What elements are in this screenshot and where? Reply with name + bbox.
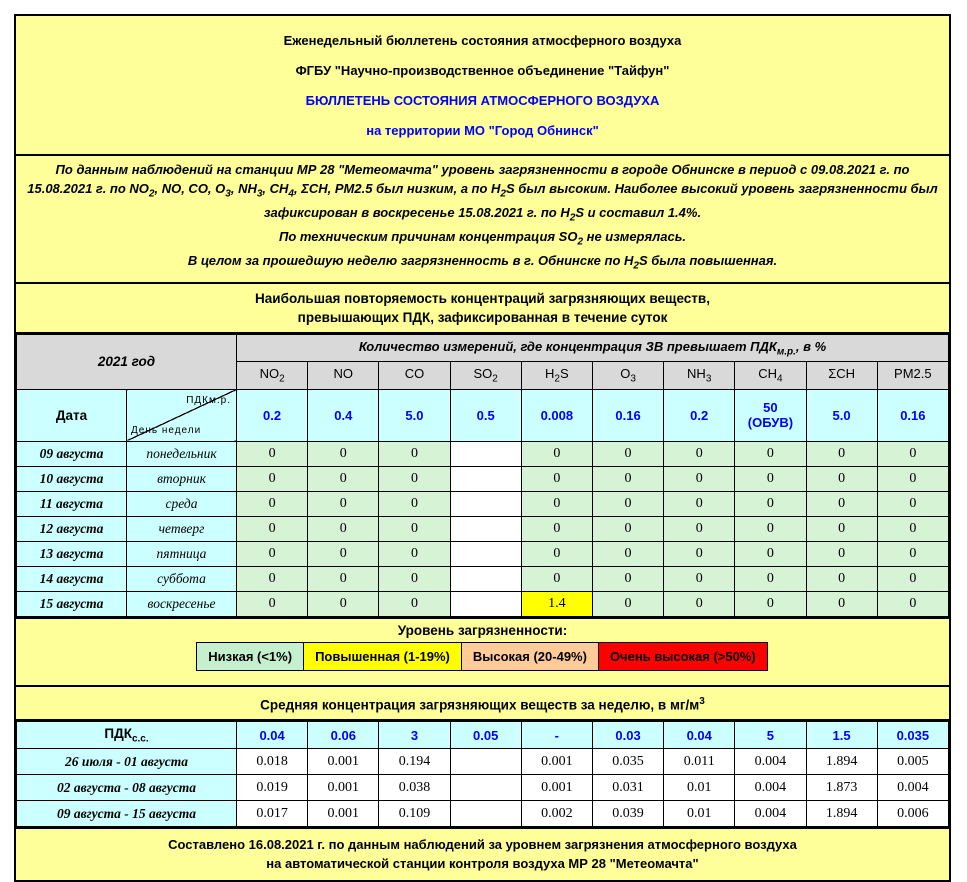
period-cell: 26 июля - 01 августа xyxy=(17,749,237,775)
avg-cell-empty xyxy=(450,749,521,775)
avg-cell: 0.001 xyxy=(521,749,592,775)
measurement-cell: 0 xyxy=(735,591,806,616)
legend-item-low: Низкая (<1%) xyxy=(196,642,304,671)
pdk-value-cell: 5.0 xyxy=(379,389,450,441)
footer-line-1: Составлено 16.08.2021 г. по данным наблюдений за уровнем загрязнения атмосферного воздуха xyxy=(168,837,797,853)
pollutant-h2s: $H_2S$ xyxy=(521,361,592,389)
avg-cell: 1.894 xyxy=(806,801,877,827)
measurement-cell: 0 xyxy=(806,516,877,541)
measurement-cell: 0 xyxy=(592,566,663,591)
avg-cell: 0.038 xyxy=(379,775,450,801)
avg-cell: 0.017 xyxy=(237,801,308,827)
summary-h2s-note: В целом за прошедшую неделю загрязненность в г. Обнинске по $H_2S$ была повышенная. xyxy=(187,252,778,272)
measurement-cell: 0 xyxy=(237,541,308,566)
pollution-level-legend xyxy=(14,617,951,687)
measurement-cell: 0 xyxy=(308,491,379,516)
pdk-value-cell: 5.0 xyxy=(806,389,877,441)
measurement-cell: 0 xyxy=(308,441,379,466)
measurement-cell-empty xyxy=(450,541,521,566)
pollutant-ch4: $CH_4$ xyxy=(735,361,806,389)
legend-item-very-high: Очень высокая (>50%) xyxy=(598,642,768,671)
avg-cell: 1.894 xyxy=(806,749,877,775)
pdk-ss-row xyxy=(17,722,949,749)
period-cell: 02 августа - 08 августа xyxy=(17,775,237,801)
measurement-cell: 0 xyxy=(664,516,735,541)
avg-cell: 0.001 xyxy=(308,775,379,801)
corner-pdk-label: ПДКм.р. xyxy=(186,394,231,406)
avg-cell: 0.194 xyxy=(379,749,450,775)
measurement-cell-empty xyxy=(450,516,521,541)
period-cell: 09 августа - 15 августа xyxy=(17,801,237,827)
avg-cell: 0.002 xyxy=(521,801,592,827)
measurement-cell: 0 xyxy=(379,591,450,616)
table-row-wednesday xyxy=(17,491,949,516)
average-section-title: Средняя концентрация загрязняющих веществ за неделю, в $мг/м^3$ xyxy=(14,685,951,722)
measurement-cell: 0 xyxy=(735,566,806,591)
pollutant-o3: $O_3$ xyxy=(592,361,663,389)
pdk-value-cell: 0.16 xyxy=(592,389,663,441)
weekday-cell: пятница xyxy=(127,541,237,566)
measurement-cell: 0 xyxy=(237,566,308,591)
exceedance-table xyxy=(16,334,949,617)
pdk-ss-value-cell: 0.04 xyxy=(664,722,735,749)
pollutant-pm25: PM2.5 xyxy=(877,361,948,389)
measurement-cell: 0 xyxy=(379,566,450,591)
pdk-value-cell: 0.4 xyxy=(308,389,379,441)
pdk-value-cell: 0.16 xyxy=(877,389,948,441)
measurement-cell: 0 xyxy=(735,441,806,466)
pollutant-no2: $NO_2$ xyxy=(237,361,308,389)
measurement-cell: 0 xyxy=(237,591,308,616)
avg-cell: 0.004 xyxy=(735,749,806,775)
measurement-cell: 0 xyxy=(806,566,877,591)
weekday-cell: воскресенье xyxy=(127,591,237,616)
pdk-value-cell: 0.008 xyxy=(521,389,592,441)
measurement-cell: 0 xyxy=(308,591,379,616)
table-row-saturday xyxy=(17,566,949,591)
avg-cell: 0.004 xyxy=(877,775,948,801)
average-table xyxy=(16,721,949,827)
pdk-value-cell: 0.5 xyxy=(450,389,521,441)
measurement-cell: 0 xyxy=(521,466,592,491)
measurement-cell: 0 xyxy=(664,491,735,516)
measurement-cell: 0 xyxy=(237,516,308,541)
avg-cell: 0.039 xyxy=(592,801,663,827)
measurement-cell: 0 xyxy=(735,541,806,566)
measurement-cell: 0 xyxy=(592,591,663,616)
date-cell: 10 августа xyxy=(17,466,127,491)
bulletin-page xyxy=(14,14,951,882)
avg-cell: 0.031 xyxy=(592,775,663,801)
measurement-cell: 0 xyxy=(592,466,663,491)
measurement-cell: 0 xyxy=(735,516,806,541)
avg-cell: 0.019 xyxy=(237,775,308,801)
avg-cell: 0.01 xyxy=(664,775,735,801)
measurement-cell: 0 xyxy=(877,466,948,491)
measurement-cell-empty xyxy=(450,591,521,616)
measurement-cell: 0 xyxy=(664,441,735,466)
avg-cell-empty xyxy=(450,775,521,801)
table-row-tuesday xyxy=(17,466,949,491)
measurement-cell: 0 xyxy=(592,541,663,566)
measurement-cell: 0 xyxy=(806,591,877,616)
date-column-header: Дата xyxy=(17,389,127,441)
measurement-cell: 0 xyxy=(237,441,308,466)
bulletin-title: БЮЛЛЕТЕНЬ СОСТОЯНИЯ АТМОСФЕРНОГО ВОЗДУХА xyxy=(305,93,660,108)
avg-cell: 0.011 xyxy=(664,749,735,775)
measurement-cell: 0 xyxy=(877,491,948,516)
weekday-cell: суббота xyxy=(127,566,237,591)
measurement-cell: 0 xyxy=(521,516,592,541)
measurement-cell-empty xyxy=(450,566,521,591)
measurement-cell: 0 xyxy=(379,466,450,491)
pollutant-nh3: $NH_3$ xyxy=(664,361,735,389)
avg-cell: 0.109 xyxy=(379,801,450,827)
measurement-cell: 0 xyxy=(735,491,806,516)
avg-cell: 0.005 xyxy=(877,749,948,775)
measurement-cell: 0 xyxy=(308,516,379,541)
date-cell: 09 августа xyxy=(17,441,127,466)
avg-cell: 0.006 xyxy=(877,801,948,827)
pdk-row xyxy=(17,389,949,441)
pdk-ss-value-cell: 3 xyxy=(379,722,450,749)
measurement-cell: 0 xyxy=(806,541,877,566)
legend-row xyxy=(16,642,949,671)
measurement-cell: 0 xyxy=(308,566,379,591)
measurement-cell: 0 xyxy=(877,591,948,616)
table-row-week2 xyxy=(17,775,949,801)
legend-title: Уровень загрязненности: xyxy=(397,622,568,638)
year-cell: 2021 год xyxy=(17,334,237,389)
measurement-cell: 0 xyxy=(521,566,592,591)
table-row-week3 xyxy=(17,801,949,827)
exceedance-table-wrap xyxy=(14,332,951,619)
bulletin-territory: на территории МО "Город Обнинск" xyxy=(366,123,599,138)
table-row-friday xyxy=(17,541,949,566)
measurement-cell: 0 xyxy=(877,516,948,541)
measurement-cell: 0 xyxy=(806,491,877,516)
measurement-cell: 0 xyxy=(735,466,806,491)
pollutant-sch: ΣCH xyxy=(806,361,877,389)
measurement-cell-highlighted: 1.4 xyxy=(521,591,592,616)
pdk-ss-value-cell: 0.03 xyxy=(592,722,663,749)
measurement-cell: 0 xyxy=(664,591,735,616)
legend-item-elevated: Повышенная (1-19%) xyxy=(303,642,462,671)
corner-weekday-label: День недели xyxy=(131,424,202,436)
measurement-cell-empty xyxy=(450,491,521,516)
measurement-cell: 0 xyxy=(521,541,592,566)
pdk-value-cell: 0.2 xyxy=(237,389,308,441)
date-cell: 12 августа xyxy=(17,516,127,541)
corner-cell xyxy=(127,389,237,441)
pdk-ss-value-cell: 1.5 xyxy=(806,722,877,749)
measurement-cell: 0 xyxy=(664,566,735,591)
summary-paragraph xyxy=(14,154,951,284)
avg-cell: 0.001 xyxy=(308,801,379,827)
weekday-cell: вторник xyxy=(127,466,237,491)
table-row-monday xyxy=(17,441,949,466)
avg-cell: 0.035 xyxy=(592,749,663,775)
measurement-cell: 0 xyxy=(237,466,308,491)
measurement-cell: 0 xyxy=(237,491,308,516)
measurement-cell: 0 xyxy=(877,441,948,466)
avg-cell: 0.004 xyxy=(735,775,806,801)
avg-cell-empty xyxy=(450,801,521,827)
measurement-cell: 0 xyxy=(379,516,450,541)
avg-cell: 0.018 xyxy=(237,749,308,775)
table-row-sunday xyxy=(17,591,949,616)
measurement-cell: 0 xyxy=(308,466,379,491)
measurement-cell-empty xyxy=(450,441,521,466)
avg-cell: 1.873 xyxy=(806,775,877,801)
pdk-ss-value-cell: 0.05 xyxy=(450,722,521,749)
pdk-ss-value-cell: 0.06 xyxy=(308,722,379,749)
measurement-cell: 0 xyxy=(521,441,592,466)
date-cell: 14 августа xyxy=(17,566,127,591)
measurement-cell: 0 xyxy=(806,466,877,491)
legend-item-high: Высокая (20-49%) xyxy=(461,642,599,671)
pollutant-so2: $SO_2$ xyxy=(450,361,521,389)
bulletin-subtitle-1: Еженедельный бюллетень состояния атмосферного воздуха xyxy=(283,33,682,48)
weekday-cell: четверг xyxy=(127,516,237,541)
summary-so2-note: По техническим причинам концентрация $SO_2$ не измерялась. xyxy=(278,228,687,248)
avg-cell: 0.001 xyxy=(308,749,379,775)
measurement-cell: 0 xyxy=(308,541,379,566)
measurement-cell: 0 xyxy=(379,541,450,566)
measurement-cell: 0 xyxy=(806,441,877,466)
measurement-cell: 0 xyxy=(379,491,450,516)
pdk-ss-value-cell: - xyxy=(521,722,592,749)
weekday-cell: среда xyxy=(127,491,237,516)
summary-main-text: По данным наблюдений на станции МР 28 "Метеомачта" уровень загрязненности в городе Обнинске в период с 09.08.2021 г. по 15.08.2021 г. по $NO_2$, NO, CO, $O_3$, $NH_3$, $CH_4$, ΣCH, PM2.5 был низким, а по $H_2S$ был высоким. Наиболее высокий уровень загрязненности был зафиксирован в воскресенье 15.08.2021 г. по $H_2S$ и составил 1.4%. xyxy=(27,162,938,224)
pollutant-no: NO xyxy=(308,361,379,389)
average-table-wrap xyxy=(14,719,951,829)
date-cell: 15 августа xyxy=(17,591,127,616)
organization-name: ФГБУ "Научно-производственное объединение "Тайфун" xyxy=(295,63,670,78)
pdk-value-cell-ch4: 50 (ОБУВ) xyxy=(735,389,806,441)
measurement-cell: 0 xyxy=(664,466,735,491)
measurement-cell: 0 xyxy=(664,541,735,566)
measurement-cell: 0 xyxy=(521,491,592,516)
measurement-cell: 0 xyxy=(379,441,450,466)
measurement-cell: 0 xyxy=(877,541,948,566)
measurement-cell: 0 xyxy=(592,516,663,541)
measurement-cell: 0 xyxy=(592,441,663,466)
pdk-ss-label: $ПДК_{с.с.}$ xyxy=(17,722,237,749)
pollutant-co: CO xyxy=(379,361,450,389)
date-cell: 13 августа xyxy=(17,541,127,566)
avg-cell: 0.01 xyxy=(664,801,735,827)
avg-cell: 0.001 xyxy=(521,775,592,801)
pdk-value-cell: 0.2 xyxy=(664,389,735,441)
table-row-week1 xyxy=(17,749,949,775)
footer-line-2: на автоматической станции контроля воздуха МР 28 "Метеомачта" xyxy=(266,856,699,872)
compilation-footer xyxy=(14,827,951,882)
pdk-ss-value-cell: 0.035 xyxy=(877,722,948,749)
measure-header-cell: Количество измерений, где концентрация ЗВ превышает $ПДК_{м.р.}$, в % xyxy=(237,334,949,361)
measurement-cell: 0 xyxy=(877,566,948,591)
measurement-cell: 0 xyxy=(592,491,663,516)
bulletin-header xyxy=(14,14,951,156)
measurement-cell-empty xyxy=(450,466,521,491)
pdk-ss-value-cell: 5 xyxy=(735,722,806,749)
pdk-ss-value-cell: 0.04 xyxy=(237,722,308,749)
table-row-thursday xyxy=(17,516,949,541)
date-cell: 11 августа xyxy=(17,491,127,516)
exceedance-section-title: Наибольшая повторяемость концентраций загрязняющих веществ, превышающих ПДК, зафиксированная в течение суток xyxy=(14,282,951,334)
weekday-cell: понедельник xyxy=(127,441,237,466)
avg-cell: 0.004 xyxy=(735,801,806,827)
